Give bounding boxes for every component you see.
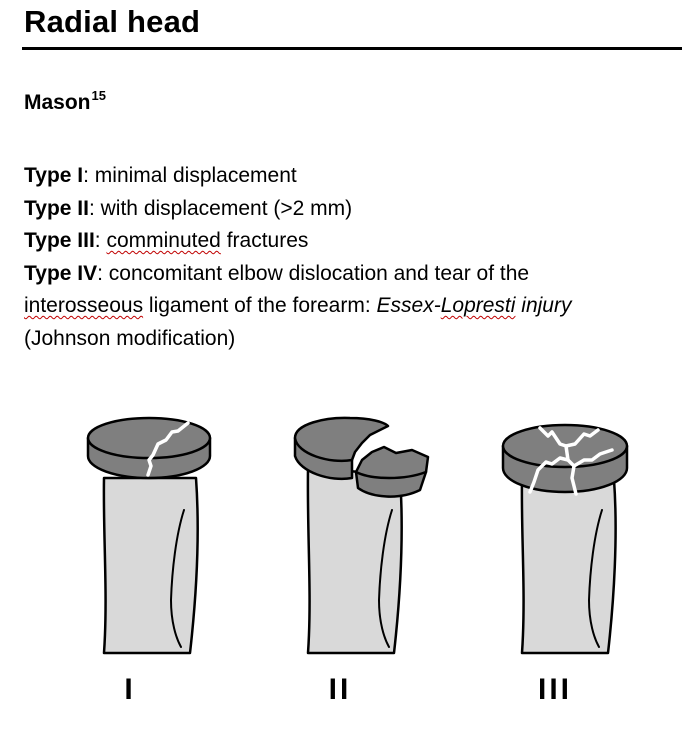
classification-name: Mason xyxy=(24,91,91,114)
type-4-injury-post: injury xyxy=(515,294,572,317)
type-4-label: Type IV xyxy=(24,261,98,285)
type-2-description: : with displacement (>2 mm) xyxy=(88,196,353,220)
type-3-description-post: fractures xyxy=(220,229,309,252)
type-1-bone-drawing xyxy=(88,418,210,653)
type-1-head-top xyxy=(88,418,210,458)
type-4-injury-pre: Essex- xyxy=(376,294,441,317)
type-3-shaft xyxy=(522,478,616,653)
page-title: Radial head xyxy=(24,4,201,39)
type-1-item xyxy=(24,160,674,193)
type-3-bone-drawing xyxy=(503,425,627,653)
type-4-injury xyxy=(377,294,572,317)
type-2-label: Type II xyxy=(24,196,89,220)
type-4-description-line2: ligament of the forearm: xyxy=(143,294,377,317)
classification-heading xyxy=(24,88,106,115)
type-4-modification: (Johnson modification) xyxy=(24,326,236,350)
type-3-description-pre: : xyxy=(94,229,107,252)
type-3-item xyxy=(24,225,674,258)
type-4-item xyxy=(24,258,674,356)
reference-superscript: 15 xyxy=(91,88,106,103)
numeral-type-2: II xyxy=(328,673,352,706)
type-list xyxy=(24,160,674,355)
type-2-item xyxy=(24,193,674,226)
type-3-description-wavy: comminuted xyxy=(106,229,221,252)
type-4-injury-wavy: Lopresti xyxy=(440,294,516,317)
type-2-fragment-top xyxy=(356,447,428,478)
numeral-type-3: III xyxy=(537,673,573,706)
type-1-label: Type I xyxy=(24,164,84,187)
type-1-shaft xyxy=(104,478,198,653)
type-4-description-line1: : concomitant elbow dislocation and tear of the xyxy=(97,261,530,285)
type-2-bone-drawing xyxy=(295,418,428,653)
type-4-description-wavy: interosseous xyxy=(24,294,144,317)
title-rule xyxy=(22,47,682,50)
type-1-description: : minimal displacement xyxy=(83,164,297,187)
numeral-type-1: I xyxy=(124,673,136,706)
type-3-label: Type III xyxy=(24,229,95,252)
